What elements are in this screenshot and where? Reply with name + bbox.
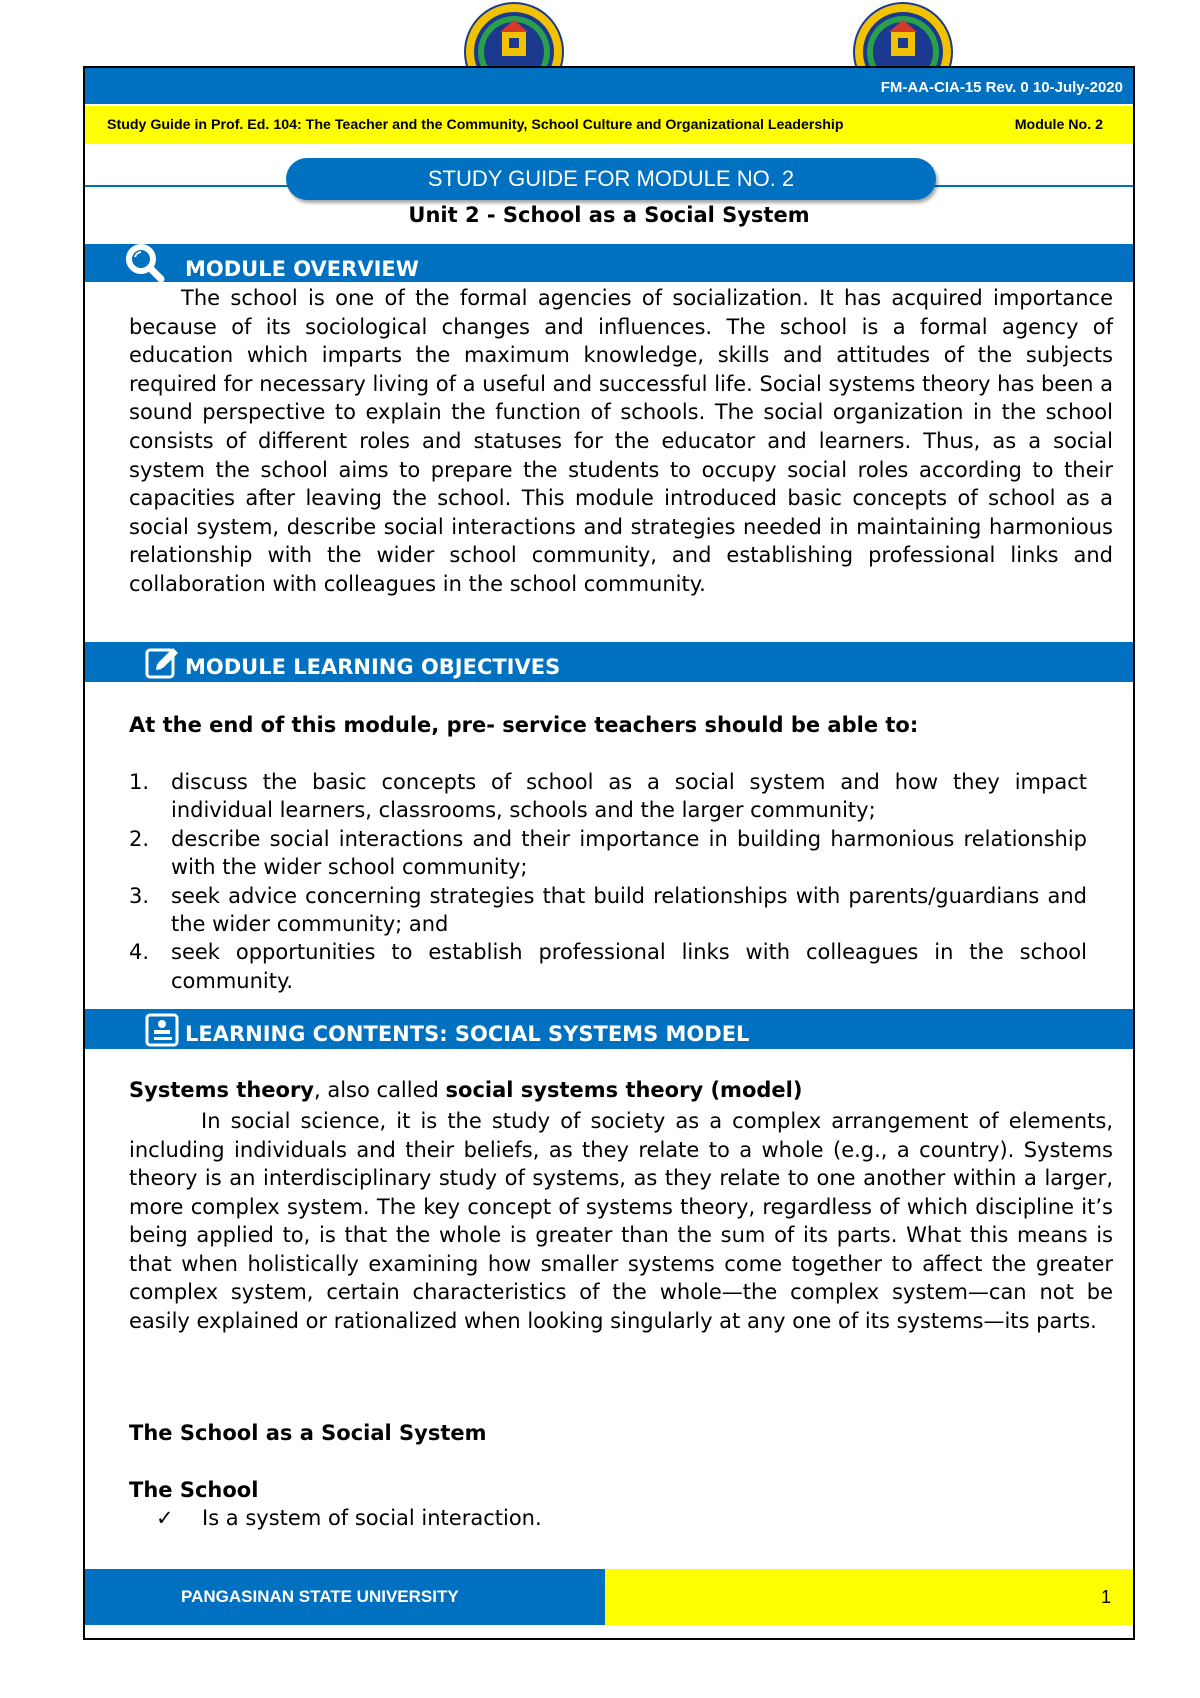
footer-blue-bar	[85, 1569, 605, 1625]
page-number: 1	[1100, 1587, 1111, 1607]
systems-theory-paragraph	[129, 1107, 1113, 1335]
university-seal-left	[462, 0, 566, 70]
section-bar-overview	[85, 244, 1133, 282]
systems-theory-text: In social science, it is the study of society as a complex arrangement of elements, including individuals and their beliefs, as they relate to a whole (e.g., a country). Systems theory is an interdisciplinary study of systems, as they relate to one another within a larger, more complex system. The key concept of systems theory, regardless of which discipline it’s being applied to, is that the whole is greater than the sum of its parts. What this means is that when holistically examining how smaller systems come together to affect the greater complex system, certain characteristics of the whole—the complex system—can not be easily explained or rationalized when looking singularly at any one of its systems—its parts.	[129, 1109, 1113, 1333]
list-item: 1. discuss the basic concepts of school as a social system and how they impact individual learners, classrooms, schools and the larger community;	[129, 770, 1087, 823]
footer-university: PANGASINAN STATE UNIVERSITY	[181, 1587, 459, 1606]
the-school-heading: The School	[129, 1478, 259, 1502]
section-bar-objectives	[85, 642, 1133, 682]
module-number: Module No. 2	[1014, 117, 1103, 133]
unit-title: Unit 2 - School as a Social System	[408, 203, 810, 227]
checkmark-icon: ✓	[156, 1506, 174, 1530]
study-guide-title: Study Guide in Prof. Ed. 104: The Teacher and the Community, School Culture and Organizational Leadership	[107, 117, 844, 133]
header-blue-bar	[85, 68, 1133, 104]
title-rule-left	[85, 185, 295, 187]
systems-theory-heading: Systems theory, also called social systems theory (model)	[129, 1078, 803, 1102]
section-title-objectives: MODULE LEARNING OBJECTIVES	[185, 655, 561, 679]
list-item: 3. seek advice concerning strategies that build relationships with parents/guardians and the wider community; and	[129, 883, 1087, 937]
check-list-item: ✓ Is a system of social interaction.	[156, 1506, 542, 1530]
overview-paragraph	[129, 284, 1113, 599]
university-seal-right	[851, 0, 955, 70]
header-yellow-bar	[85, 106, 1133, 144]
footer-yellow-bar	[605, 1569, 1133, 1625]
section-title-contents: LEARNING CONTENTS: SOCIAL SYSTEMS MODEL	[185, 1022, 750, 1046]
magnifier-icon	[123, 242, 169, 282]
document-icon	[145, 1013, 181, 1047]
overview-text: The school is one of the formal agencies of socialization. It has acquired importance because of its sociological changes and influences. The school is a formal agency of education which imparts the maximum knowledge, skills and attitudes of the subjects required for necessary living of a useful and successful life. Social systems theory has been a sound perspective to explain the function of schools. The social organization in the school consists of different roles and statuses for the educator and learners. Thus, as a social system the school aims to prepare the students to occupy social roles according to their capacities after leaving the school. This module introduced basic concepts of school as a social system, describe social interactions and strategies needed in maintaining harmonious relationship with the wider school community, and establishing professional links and collaboration with colleagues in the school community.	[129, 286, 1113, 596]
pencil-icon	[145, 646, 181, 680]
section-title-overview: MODULE OVERVIEW	[185, 257, 419, 281]
school-social-system-heading: The School as a Social System	[129, 1421, 487, 1445]
title-rule-right	[930, 185, 1133, 187]
section-bar-contents	[85, 1009, 1133, 1049]
objectives-lead: At the end of this module, pre- service teachers should be able to:	[129, 713, 919, 737]
module-title-pill: STUDY GUIDE FOR MODULE NO. 2	[286, 158, 936, 200]
list-item: 4. seek opportunities to establish professional links with colleagues in the school community.	[129, 940, 1087, 993]
objectives-list	[129, 768, 1087, 995]
list-item: 2. describe social interactions and their importance in building harmonious relationship with the wider school community;	[129, 826, 1087, 880]
form-code: FM-AA-CIA-15 Rev. 0 10-July-2020	[880, 79, 1123, 96]
